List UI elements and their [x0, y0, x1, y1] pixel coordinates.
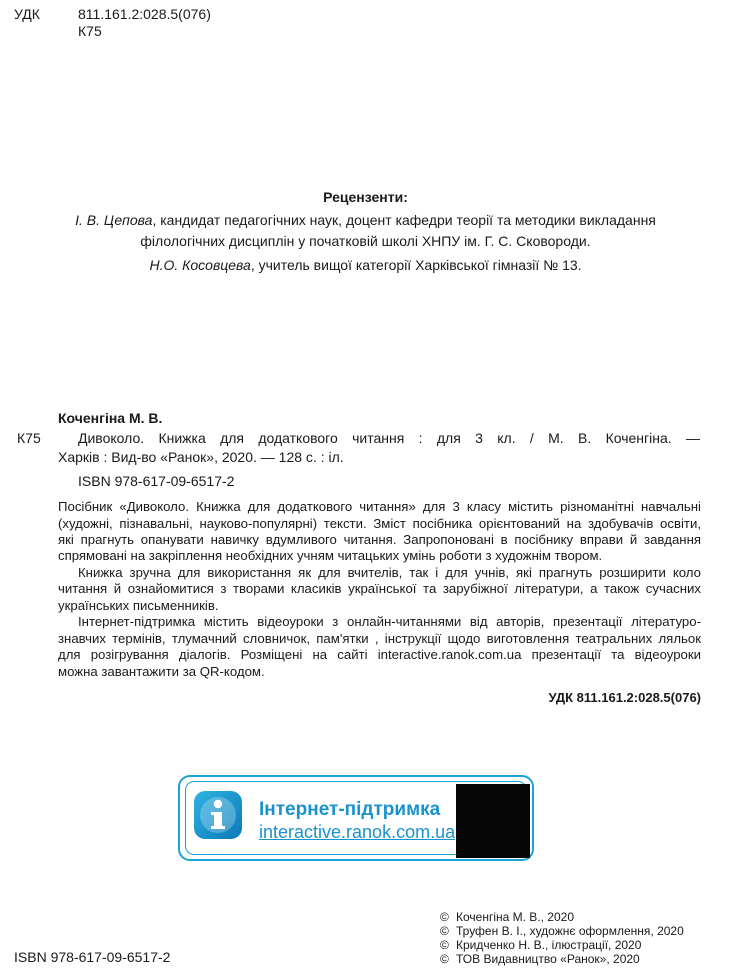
description-line: які прагнуть опанувати навичку вдумливого читання. Запропоновані в посібнику вправи й завдання: [58, 532, 701, 547]
reviewers-title: Рецензенти:: [323, 189, 408, 205]
description-line: знавчих термінів, тлумачний словничок, пам'ятки , інструкції щодо виготовлення театральних ляльок: [58, 631, 701, 646]
description-line: для розігрування діалогів. Розміщені на сайті interactive.ranok.com.ua презентації та відеоуроки: [58, 647, 701, 662]
description-line: (художні, пізнавальні, науково-популярні) тексти. Зміст посібника орієнтований на здобувачів освіти,: [58, 516, 701, 531]
copyright-symbol: ©: [440, 910, 449, 924]
qr-code[interactable]: [456, 784, 530, 858]
bibliographic-line-2: Харків : Вид-во «Ранок», 2020. — 128 с. : іл.: [58, 449, 344, 465]
copyright-line: [440, 924, 684, 938]
description-line: Книжка зручна для використання як для вчителів, так і для учнів, які прагнуть розширити коло: [78, 565, 701, 580]
banner-url-link[interactable]: interactive.ranok.com.ua: [259, 822, 456, 842]
description-line: Посібник «Дивоколо. Книжка для додаткового читання» для 3 класу містить різноманітні навчальні: [58, 499, 701, 514]
udk-footer: УДК 811.161.2:028.5(076): [548, 690, 701, 705]
reviewer-1: [0, 211, 731, 229]
catalog-mark: К75: [17, 430, 41, 446]
description-line: українських письменників.: [58, 598, 219, 613]
copyright-text: Коченгіна М. В., 2020: [456, 910, 574, 924]
reviewer-2: [0, 256, 731, 274]
copyright-symbol: ©: [440, 924, 449, 938]
description-line: можна завантажити за QR-кодом.: [58, 664, 265, 679]
reviewer-2-name: Н.О. Косовцева: [149, 257, 251, 273]
info-icon: [194, 791, 242, 839]
copyright-text: Кридченко Н. В., ілюстрації, 2020: [456, 938, 642, 952]
description-line: читання й ознайомитися з творами класиків української та зарубіжної літератури, а також сучасних: [58, 581, 701, 596]
reviewer-1-desc: , кандидат педагогічних наук, доцент кафедри теорії та методики викладання: [152, 212, 656, 228]
isbn-bottom: ISBN 978-617-09-6517-2: [14, 949, 171, 965]
banner-title: Інтернет-підтримка: [259, 799, 441, 820]
author-mark: К75: [78, 23, 102, 39]
copyright-line: [440, 952, 640, 966]
copyright-line: [440, 938, 641, 952]
copyright-symbol: ©: [440, 938, 449, 952]
catalog-author: Коченгіна М. В.: [58, 410, 163, 426]
bibliographic-line-1: Дивоколо. Книжка для додаткового читання : для 3 кл. / М. В. Коченгіна. —: [78, 430, 700, 446]
copyright-text: ТОВ Видавництво «Ранок», 2020: [456, 952, 640, 966]
copyright-line: [440, 910, 574, 924]
internet-support-banner[interactable]: [178, 775, 534, 861]
reviewer-2-desc: , учитель вищої категорії Харківської гімназії № 13.: [250, 257, 582, 273]
description-line: Інтернет-підтримка містить відеоуроки з онлайн-читаннями від авторів, презентації літературо-: [78, 614, 701, 629]
reviewer-1-desc-line2: філологічних дисциплін у початковій школі ХНПУ ім. Г. С. Сковороди.: [140, 233, 591, 249]
description-line: спрямовані на закріплення необхідних учням читацьких умінь роботи з художнім твором.: [58, 548, 603, 563]
copyright-symbol: ©: [440, 952, 449, 966]
catalog-isbn: ISBN 978-617-09-6517-2: [78, 473, 235, 489]
copyright-text: Труфен В. І., художнє оформлення, 2020: [456, 924, 684, 938]
udk-code: 811.161.2:028.5(076): [78, 6, 211, 22]
reviewer-1-name: І. В. Цепова: [75, 212, 153, 228]
udk-label: УДК: [14, 6, 40, 22]
